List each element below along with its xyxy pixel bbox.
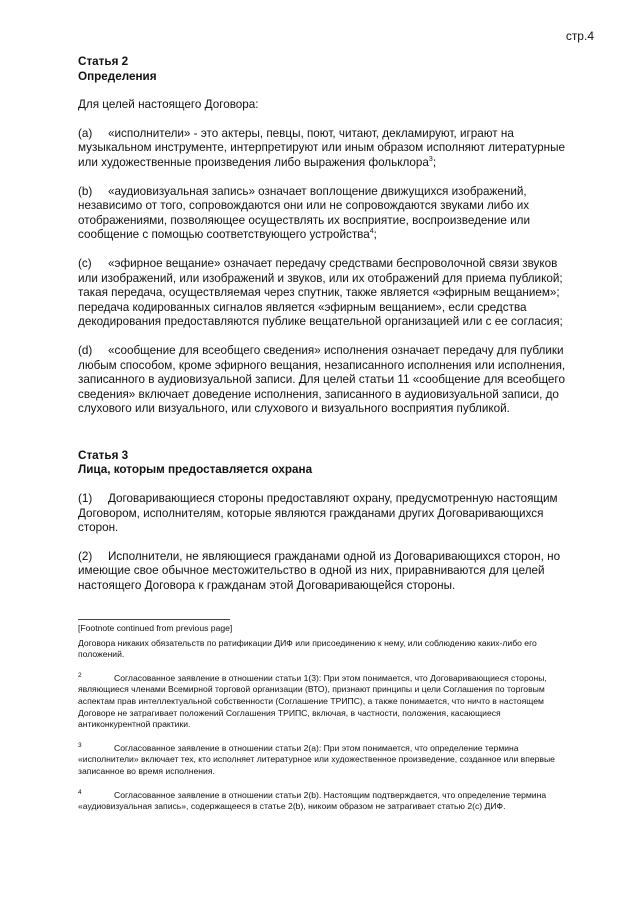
- article-3-title: Лица, которым предоставляется охрана: [78, 463, 313, 477]
- item-text: Исполнители, не являющиеся гражданами одной из Договаривающихся сторон, но имеющие свое обычное местожительство в одной из них, приравниваются для целей настоящего Договора к гражданам этой Договаривающейся стороны.: [78, 549, 561, 593]
- article-2-heading: Статья 2: [78, 55, 129, 68]
- article-2-title: Определения: [78, 69, 157, 83]
- article-3-item-2: [78, 550, 573, 594]
- article-3-heading: Статья 3: [78, 448, 129, 462]
- footnote-4: 4 Согласованное заявление в отношении статьи 2(b). Настоящим подтверждается, что определение термина «аудиовизуальная запись», содержащееся в статье 2(b), никоим образом не затрагивает статью 2(с) ДИФ.: [78, 788, 547, 812]
- page-number: стр.4: [565, 29, 594, 43]
- item-end: ;: [432, 155, 437, 169]
- item-text: Договаривающиеся стороны предоставляют охрану, предусмотренную настоящим Договором, исполнителям, которые являются гражданами других Договаривающихся сторон.: [78, 492, 558, 535]
- item-label: (d): [78, 343, 93, 357]
- main-text: [78, 55, 573, 594]
- footnote-text: Согласованное заявление в отношении статьи 1(3): При этом понимается, что Договаривающиеся стороны, являющиеся членами Всемирной торговой организации (ВТО), признают принципы и цели Соглашения по торговым аспектам прав интеллектуальной собственности (Соглашение ТРИПС), а также понимается, что ничто в настоящем Договоре не затрагивает положений Соглашения ТРИПС, включая, в частности, положения, касающиеся антиконкурентной практики.: [78, 672, 547, 730]
- article-2-item-b: [78, 185, 573, 243]
- article-2-intro: Для целей настоящего Договора:: [78, 98, 259, 112]
- footnote-divider: [78, 619, 230, 620]
- footnote-text: Согласованное заявление в отношении статьи 2(b). Настоящим подтверждается, что определение термина «аудиовизуальная запись», содержащееся в статье 2(b), никоим образом не затрагивает статью 2(с) ДИФ.: [78, 789, 547, 812]
- item-end: ;: [373, 228, 377, 242]
- item-label: (1): [78, 492, 93, 506]
- article-3-item-1: [78, 492, 573, 536]
- article-2-item-c: [78, 257, 573, 330]
- footnote-text: Согласованное заявление в отношении статьи 2(а): При этом понимается, что определение термина «исполнители» включает тех, кто исполняет литературное или художественное произведение, созданное или впервые записанное во время исполнения.: [78, 742, 555, 776]
- item-label: (b): [78, 184, 93, 198]
- article-2-item-a: [78, 127, 573, 171]
- footnote-2: 2 Согласованное заявление в отношении статьи 1(3): При этом понимается, что Договаривающиеся стороны, являющиеся членами Всемирной торговой организации (ВТО), признают принципы и цели Соглашения по торговым аспектам прав интеллектуальной собственности (Соглашение ТРИПС), а также понимается, что ничто в настоящем Договоре не затрагивает положений Соглашения ТРИПС, включая, в частности, положения, касающиеся антиконкурентной практики.: [78, 671, 547, 730]
- article-2-item-d: [78, 344, 573, 417]
- item-label: (a): [78, 126, 93, 140]
- item-text: «сообщение для всеобщего сведения» исполнения означает передачу для публики любым способом, кроме эфирного вещания, незаписанного исполнения или исполнения, записанного в аудиовизуальной записи. Для целей статьи 11 «сообщение для всеобщего сведения» включает доведение исполнения, записанного в аудиовизуальной записи, до слухового или визуального, или слухового и визуального восприятия публикой.: [78, 343, 566, 416]
- footnote-continued-label: [Footnote continued from previous page]: [78, 623, 233, 633]
- footnote-ref[interactable]: 4: [369, 228, 374, 236]
- footnotes: [78, 623, 573, 813]
- footnote-3: 3 Согласованное заявление в отношении статьи 2(а): При этом понимается, что определение термина «исполнители» включает тех, кто исполняет литературное или художественное произведение, созданное или впервые записанное во время исполнения.: [78, 741, 555, 776]
- item-text: «исполнители» - это актеры, певцы, поют, читают, декламируют, играют на музыкальном инструменте, интерпретируют или иным образом исполняют литературные или художественные произведения либо выражения фольклора: [78, 126, 565, 169]
- item-label: (2): [78, 549, 93, 563]
- footnote-continued-text: Договора никаких обязательств по ратификации ДИФ или присоединению к нему, или соблюдению каких-либо его положений.: [78, 637, 537, 660]
- footnote-ref[interactable]: 3: [428, 156, 433, 164]
- item-text: «эфирное вещание» означает передачу средствами беспроволочной связи звуков или изображений, или изображений и звуков, или их отображений для приема публикой; такая передача, осуществляемая через спутник, также является «эфирным вещанием»; передача кодированных сигналов является «эфирным вещанием», если средства декодирования предоставляются публике вещательной организацией или с ее согласия;: [78, 256, 563, 329]
- item-text: «аудиовизуальная запись» означает воплощение движущихся изображений, независимо от того, сопровождаются они или не сопровождаются звуками либо их отображениями, позволяющее осуществлять их восприятие, воспроизведение или сообщение с помощью соответствующего устройства: [78, 184, 531, 242]
- item-label: (c): [78, 256, 92, 270]
